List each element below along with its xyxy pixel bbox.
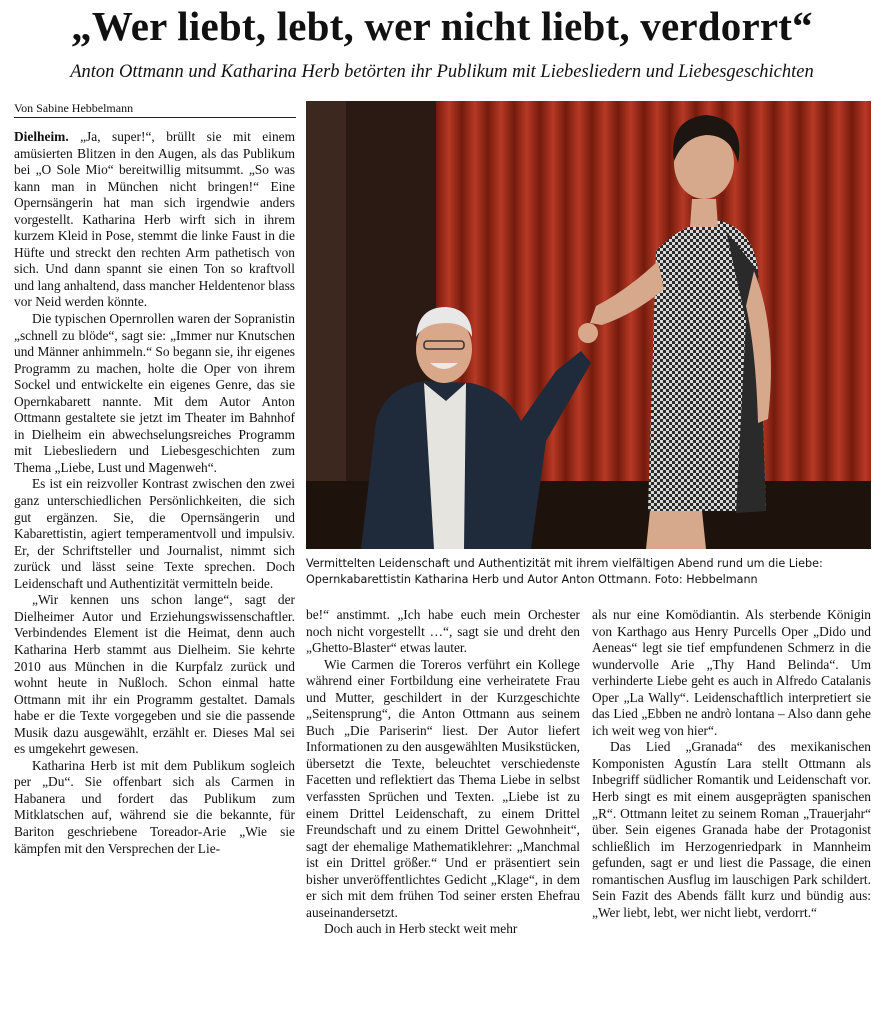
article-column-2	[306, 607, 580, 1004]
article-column-1	[14, 129, 295, 1004]
article-column-3	[592, 607, 871, 1004]
stage-photo	[306, 101, 871, 549]
paragraph: als nur eine Komödiantin. Als sterbende Königin von Karthago aus Henry Purcells Oper „Dido und Aeneas“ legt sie tief empfundenen Schmerz in die wundervolle Arie „Thy Hand Belinda“. Um verhinderte Liebe geht es auch in Alfredo Catalanis Oper „La Wally“. Leidenschaftlich interpretiert sie das Lied „Ebben ne andrò lontana – Also dann gehe ich weit weg von hier“.	[592, 607, 871, 738]
dateline: Dielheim.	[14, 129, 69, 144]
paragraph	[14, 129, 295, 311]
paragraph: Die typischen Opernrollen waren der Sopranistin „schnell zu blöde“, sagt sie: „Immer nur Knutschen und Männer anhimmeln.“ So begann sie, ihr eigenes Programm zu machen, holte die Oper von ihrem Sockel und entwickelte ein eigenes Genre, das sie Opernkabarett nannte. Mit dem Autor Anton Ottmann gestaltete sie jetzt im Theater im Bahnhof in Dielheim ein abwechselungsreiches Programm mit Liebesliedern und Liebesgeschichten zum Thema „Liebe, Lust und Magenweh“.	[14, 311, 295, 475]
paragraph: Doch auch in Herb steckt weit mehr	[324, 921, 518, 937]
byline: Von Sabine Hebbelmann	[14, 100, 296, 118]
paragraph: Katharina Herb ist mit dem Publikum sogleich per „Du“. Sie offenbart sich als Carmen in Habanera und fordert das Publikum zum Mitklatschen auf, während sie die bekannte, für Bariton geschriebene Toreador-Arie „Wie sie kämpfen mit den Versprechen der Lie-	[14, 757, 295, 856]
paragraph-text: „Ja, super!“, brüllt sie mit einem amüsierten Blitzen in den Augen, als das Publikum bei „O Sole Mio“ bereitwillig mitsummt. „So was kann man in München nicht bringen!“ Eine Opernsängerin hat man sich irgendwie anders vorgestellt. Katharina Herb wirft sich in ihrem kurzem Kleid in Pose, stemmt die linke Faust in die Hüfte und streckt den rechten Arm pathetisch von sich. Und dann spannt sie einen Ton so kraftvoll und lang anhaltend, dass mancher Heldentenor blass vor Neid werden könnte.	[14, 129, 295, 310]
paragraph: Das Lied „Granada“ des mexikanischen Komponisten Agustín Lara stellt Ottmann als Inbegriff südlicher Romantik und Leidenschaft vor. Herb singt es mit einem ausgeprägten spanischen „R“. Ottmann leitet zu seinem Roman „Trauerjahr“ über. Sein eigenes Granada habe der Protagonist schließlich im Herzogenriedpark in Mannheim gefunden, sagt er und liest die Passage, die einen romantischen Ausflug im lauschigen Park schildert. Sein Fazit des Abends fällt kurz und bündig aus: „Wer liebt, lebt, wer nicht liebt, verdorrt.“	[592, 739, 871, 920]
caption-line: Vermittelten Leidenschaft und Authentizität mit ihrem vielfältigen Abend rund um die Liebe:	[306, 557, 823, 570]
subheadline: Anton Ottmann und Katharina Herb betörten ihr Publikum mit Liebesliedern und Liebesgeschichten	[70, 62, 814, 82]
paragraph: be!“ anstimmt. „Ich habe euch mein Orchester noch nicht vorgestellt …“, sagt sie und dreht den „Ghetto-Blaster“ etwas lauter.	[306, 607, 580, 656]
paragraph: Wie Carmen die Toreros verführt ein Kollege während einer Fortbildung eine verheiratete Frau und Mutter, geschildert in der Kurzgeschichte „Seitensprung“, die Anton Ottmann aus seinem Buch „Die Pariserin“ liest. Der Autor liefert Informationen zu den ausgewählten Musikstücken, übersetzt die Texte, beleuchtet verschiedenste Facetten und reflektiert das Thema Liebe in selbst verfassten Sprüchen und Texten. „Liebe ist zu einem Drittel Leidenschaft, zu einem Drittel Freundschaft und zu einem Drittel Gewohnheit“, sagt der ehemalige Mathematiklehrer: „Manchmal ist ein Drittel größer.“ Und er präsentiert sein bisher unveröffentlichtes Gedicht „Klage“, in dem er sich mit dem frühen Tod seiner ersten Ehefrau auseinandersetzt.	[306, 656, 580, 920]
caption-line: Opernkabarettistin Katharina Herb und Autor Anton Ottmann. Foto: Hebbelmann	[306, 573, 758, 586]
paragraph: „Wir kennen uns schon lange“, sagt der Dielheimer Autor und Erziehungswissenschaftler. Verbindendes Element ist die Heimat, denn auch Katharina Herb stammt aus Dielheim. Sie kehrte 2010 aus München in die Kurpfalz zurück und wohnt heute in Nußloch. Schon einmal hatte Ottmann mit ihr ein Programm gestaltet. Damals habe er die Texte vorgegeben und sie die passende Musik dazu ausgewählt, erzählt er. Dieses Mal sei es umgekehrt gewesen.	[14, 592, 295, 757]
headline: „Wer liebt, lebt, wer nicht liebt, verdorrt“	[71, 3, 813, 49]
stage-photo-illustration	[306, 101, 871, 549]
photo-caption	[306, 556, 876, 588]
paragraph: Es ist ein reizvoller Kontrast zwischen den zwei ganz unterschiedlichen Persönlichkeiten, die sich gut ergänzen. Sie, die Opernsängerin und Kabarettistin, agiert temperamentvoll und impulsiv. Er, der Schriftsteller und Journalist, nimmt sich zurück und lässt seine Texte sprechen. Doch Leidenschaft und Authentizität vermitteln beide.	[14, 476, 295, 591]
